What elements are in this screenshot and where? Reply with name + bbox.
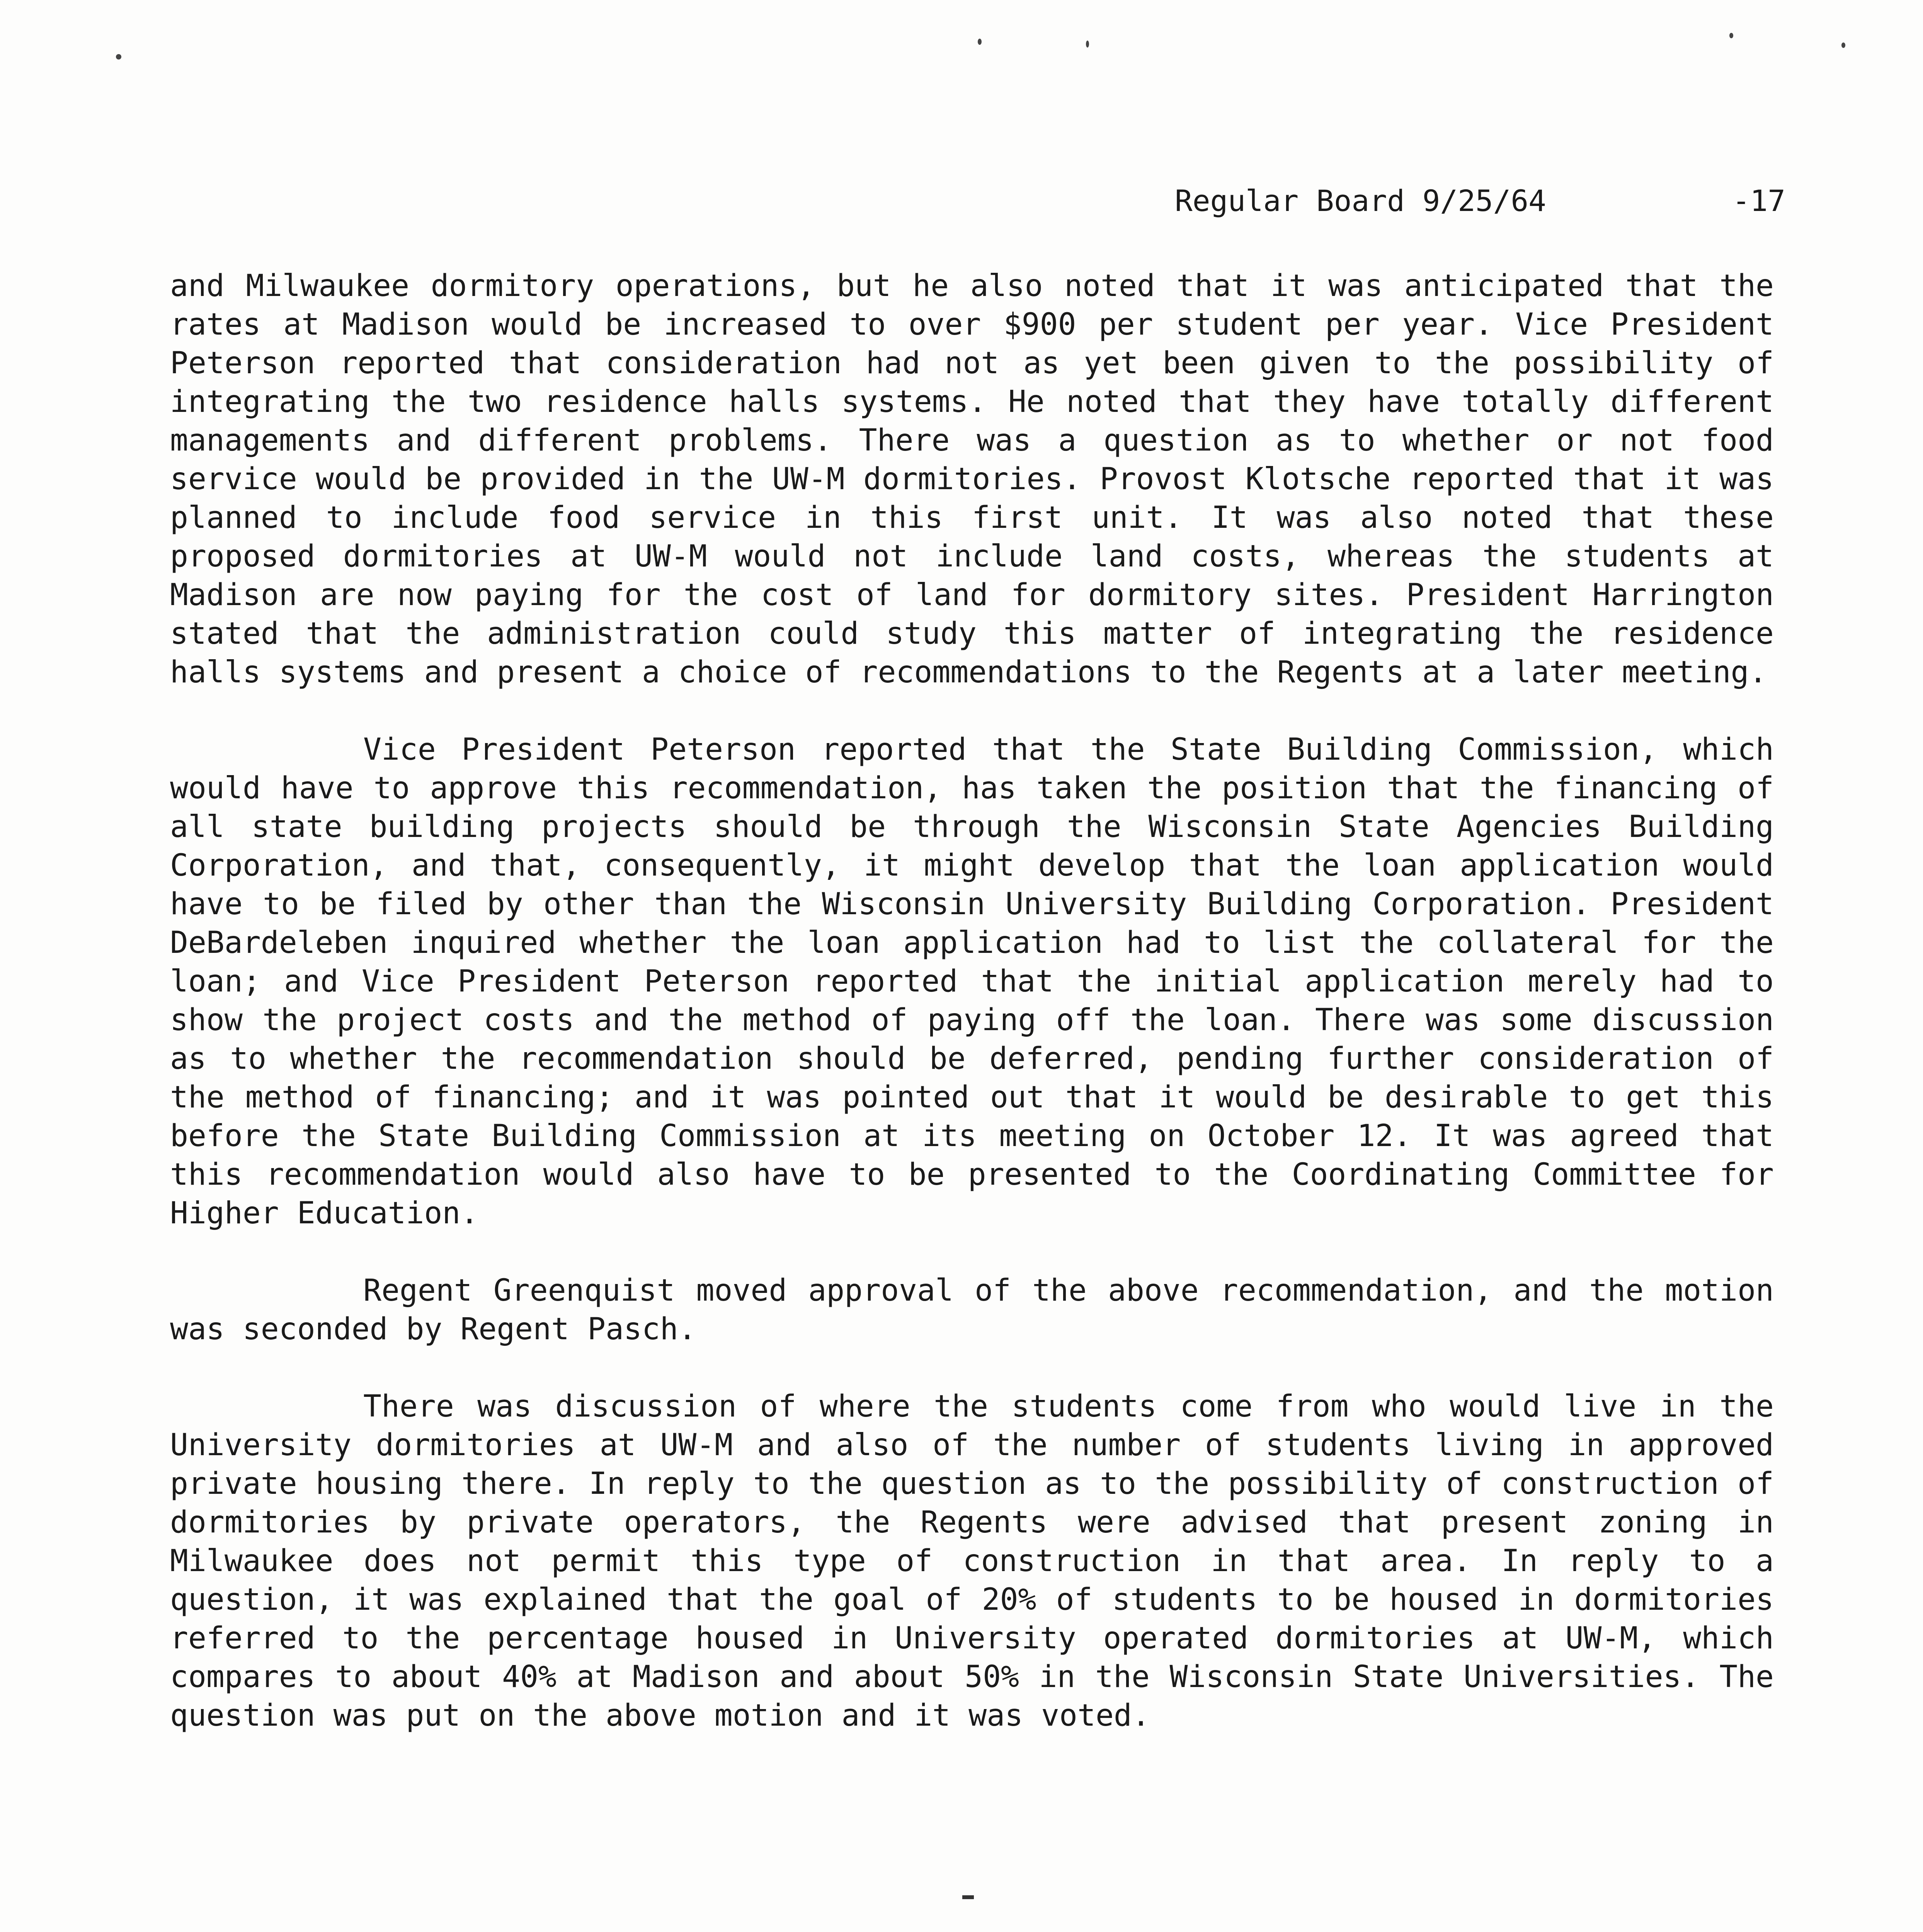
paragraph-motion: Regent Greenquist moved approval of the above recommendation, and the motion was seconded by Regent Pasch. xyxy=(170,1273,1774,1347)
scan-speck xyxy=(1086,41,1089,48)
paragraph-building-commission: Vice President Peterson reported that the State Building Commission, which would have to approve this recommendation, has taken the position that the financing of all state building projects should be through the Wisconsin State Agencies Building Corporation, and that, consequently, it might develop that the loan application would have to be filed by other than the Wisconsin University Building Corporation. President DeBardeleben inquired whether the loan application had to list the collateral for the loan; and Vice President Peterson reported that the initial application merely had to show the project costs and the method of paying off the loan. There was some discussion as to whether the recommendation should be deferred, pending further consideration of the method of financing; and it was pointed out that it would be desirable to get this before the State Building Commission at its meeting on October 12. It was agreed that this recommendation would also have to be presented to the Coordinating Committee for Higher Education. xyxy=(170,732,1774,1231)
scan-speck xyxy=(1729,33,1733,38)
minutes-body xyxy=(170,267,1774,1735)
scan-speck xyxy=(116,54,121,60)
section-divider xyxy=(962,1895,974,1899)
paragraph-discussion: There was discussion of where the students come from who would live in the University dormitories at UW-M and also of the number of students living in approved private housing there. In reply to the question as to the possibility of construction of dormitories by private operators, the Regents were advised that present zoning in Milwaukee does not permit this type of construction in that area. In reply to a question, it was explained that the goal of 20% of students to be housed in dormitories referred to the percentage housed in University operated dormitories at UW-M, which compares to about 40% at Madison and about 50% in the Wisconsin State Universities. The question was put on the above motion and it was voted. xyxy=(170,1389,1774,1733)
paragraph-dormitory-rates: and Milwaukee dormitory operations, but he also noted that it was anticipated that the rates at Madison would be increased to over $900 per student per year. Vice President Peterson reported that consideration had not as yet been given to the possibility of integrating the two residence halls systems. He noted that they have totally different managements and different problems. There was a question as to whether or not food service would be provided in the UW-M dormitories. Provost Klotsche reported that it was planned to include food service in this first unit. It was also noted that these proposed dormitories at UW-M would not include land costs, whereas the students at Madison are now paying for the cost of land for dormitory sites. President Harrington stated that the administration could study this matter of integrating the residence halls systems and present a choice of recommendations to the Regents at a later meeting. xyxy=(170,269,1774,690)
header-meeting: Regular Board 9/25/64 xyxy=(1175,184,1546,218)
header-page-marker: -17 xyxy=(1732,184,1785,218)
page-header xyxy=(1175,182,1785,220)
scan-speck xyxy=(1841,43,1845,48)
scan-speck xyxy=(978,39,982,45)
